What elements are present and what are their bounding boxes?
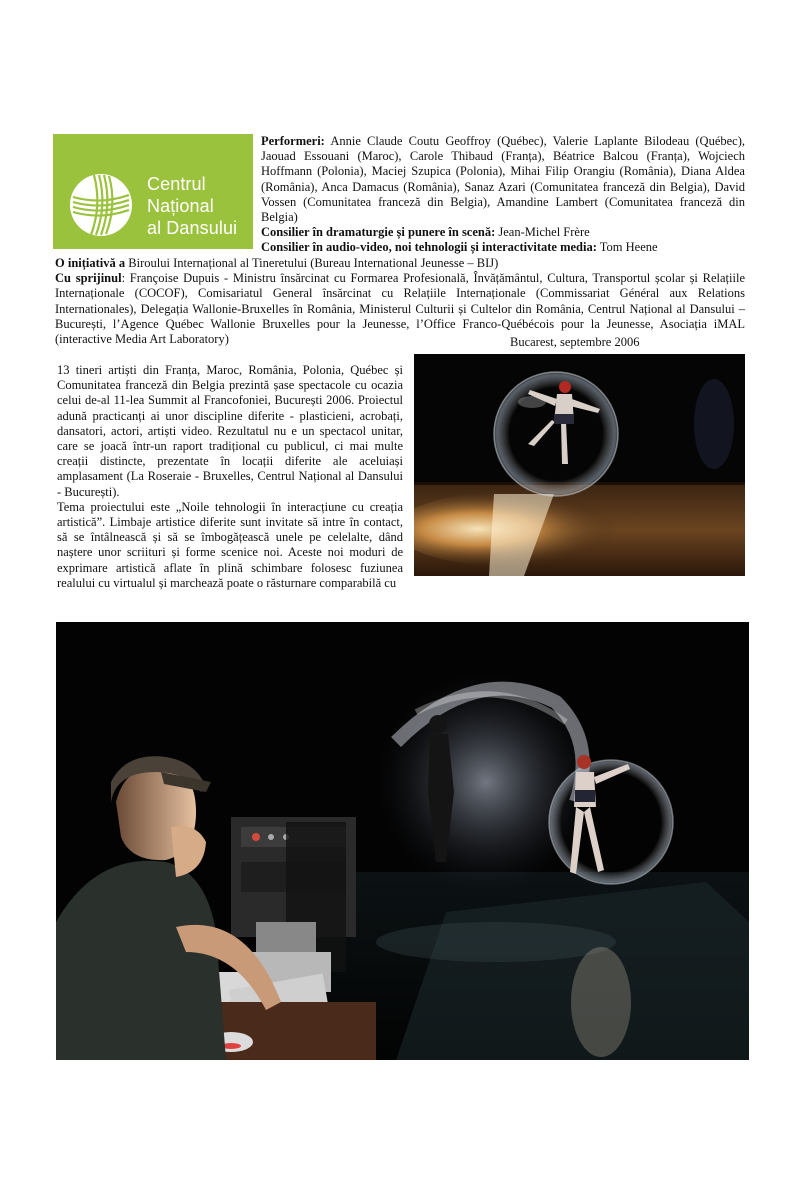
logo-line-1: Centrul [147, 174, 206, 194]
media-paragraph [261, 240, 745, 255]
logo [53, 134, 253, 249]
support-text: : Françoise Dupuis - Ministru însărcinat cu Formarea Profesională, Învățământul, Cultura, Transportul școlar și Relațiile Internaționale (COCOF), Comisariatul General însărcinat cu Relațiile Internaționale (Commissariat Général aux Relations Internationales), Delegația Wallonie-Bruxelles în România, Ministerul Culturii și Cultelor din România, Centrul Național al Dansului – București, l’Agence Québec Wallonie Bruxelles pour la Jeunesse, l’Office Franco-Québécois pour la Jeunesse, Asociația iMAL (interactive Media Art Laboratory) [55, 271, 745, 347]
dramaturgy-text: Jean-Michel Frère [498, 225, 590, 240]
initiative-label: O inițiativă a [55, 256, 126, 270]
credits-block [261, 134, 745, 256]
performers-paragraph [261, 134, 745, 225]
body-paragraph-1: 13 tineri artiști din Franța, Maroc, România, Polonia, Québec și Comunitatea franceză din Belgia prezintă șase spectacole cu ocazia celui de-al 11-lea Summit al Francofoniei, București 2006. Proiectul adună practicanți ai unor discipline diferite - plasticieni, acrobați, dansatori, actori, artiști video. Rezultatul nu e un spectacol unitar, care se joacă într-un raport tradițional cu publicul, ci mai multe creații distincte, prezentate în locații diferite ale aceluiași amplasament (La Roseraie - Bruxelles, Centrul Național al Dansului - București). [57, 363, 403, 499]
body-paragraph-2: Tema proiectului este „Noile tehnologii în interacțiune cu creația artistică”. Limbaje artistice diferite sunt invitate să intre în contact, să se întâlnească și să se îmbogățească unele pe celelalte, dând naștere unor scriituri și forme scenice noi. Aceste noi moduri de exprimare artistică aflate în plină schimbare folosesc fuziunea realului cu virtualul și marchează poate o răsturnare comparabilă cu [57, 499, 403, 590]
support-block [55, 256, 745, 347]
support-paragraph [55, 271, 745, 347]
initiative-paragraph [55, 256, 745, 271]
performers-label: Performeri: [261, 134, 325, 148]
logo-text [147, 173, 237, 239]
dramaturgy-label: Consilier în dramaturgie și punere în scenă: [261, 225, 496, 240]
performance-technician-photo [56, 622, 749, 1060]
dancer-bubble-photo [414, 354, 745, 576]
dance-logo-icon [67, 171, 135, 239]
article-body [57, 363, 403, 591]
media-label: Consilier în audio-video, noi tehnologii și interactivitate media: [261, 240, 597, 255]
initiative-text: Biroului Internațional al Tineretului (Bureau International Jeunesse – BIJ) [128, 256, 499, 270]
support-label: Cu sprijinul [55, 271, 122, 286]
performers-text: Annie Claude Coutu Geoffroy (Québec), Valerie Laplante Bilodeau (Québec), Jaouad Essouani (Maroc), Carole Thibaud (Franța), Béatrice Balcou (Franța), Wojciech Hoffmann (Polonia), Maciej Szupica (Polonia), Mihai Filip Orangiu (România), Diana Aldea (România), Anca Damacus (România), Sanaz Azari (Comunitatea franceză din Belgia), David Vossen (Comunitatea franceză din Belgia), Amandine Lambert (Comunitatea franceză din Belgia) [261, 134, 746, 225]
place-date: Bucarest, septembre 2006 [510, 335, 640, 349]
logo-line-3: al Dansului [147, 218, 238, 238]
logo-line-2: Național [147, 196, 214, 216]
media-text: Tom Heene [599, 240, 658, 255]
dramaturgy-paragraph [261, 225, 745, 240]
